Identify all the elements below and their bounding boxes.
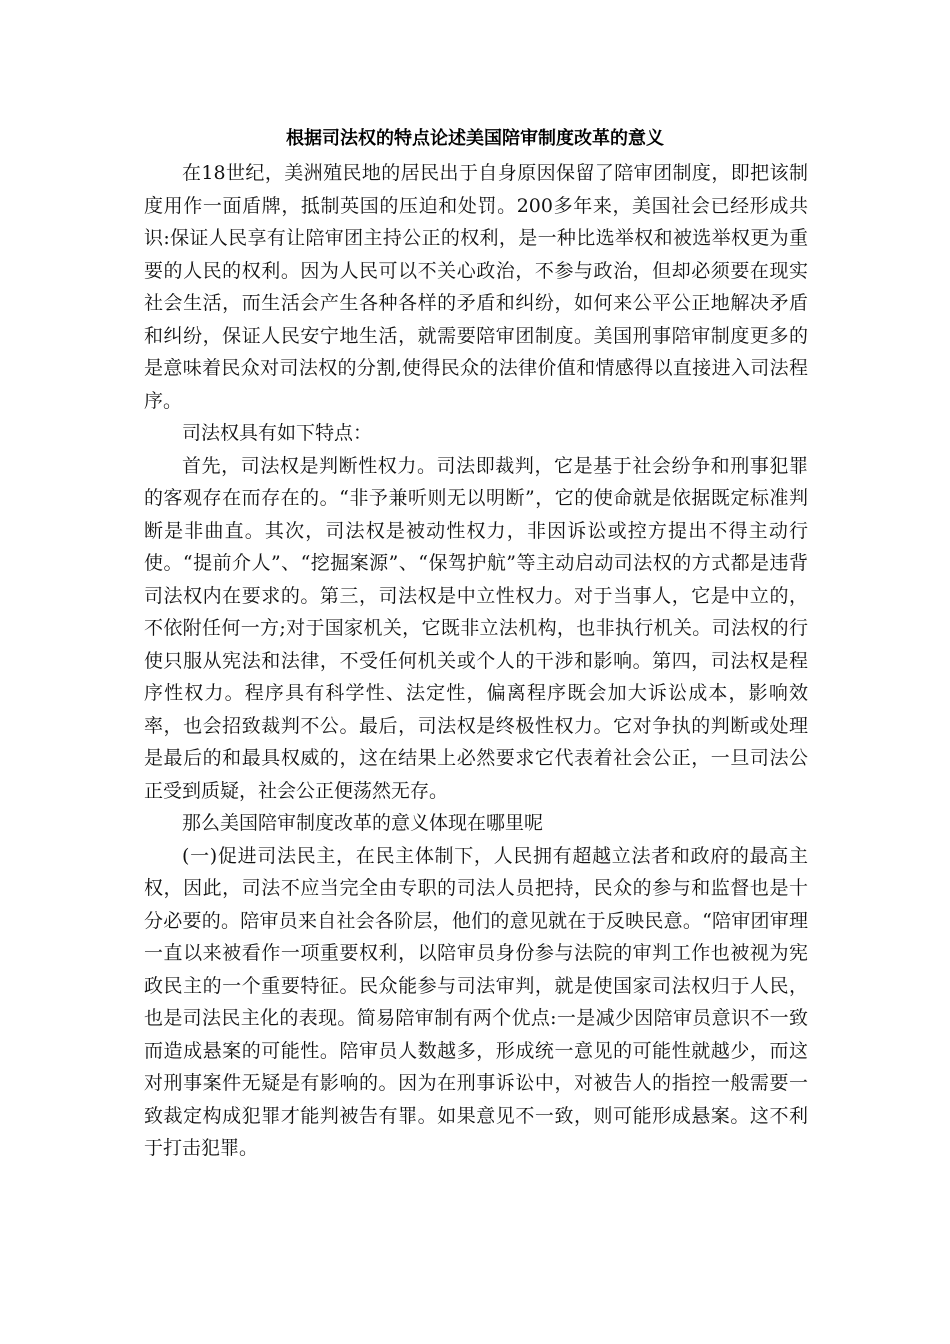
paragraph-democracy: (一)促进司法民主，在民主体制下，人民拥有超越立法者和政府的最高主权，因此，司法不应当完全由专职的司法人员把持，民众的参与和监督也是十分必要的。陪审员来自社会各阶层，他们的意见就在于反映民意。“陪审团审理一直以来被看作一项重要权利，以陪审员身份参与法院的审判工作也被视为宪政民主的一个重要特征。民众能参与司法审判，就是使国家司法权归于人民，也是司法民主化的表现。简易陪审制有两个优点:一是减少因陪审员意识不一致而造成悬案的可能性。陪审员人数越多，形成统一意见的可能性就越少，而这对刑事案件无疑是有影响的。因为在刑事诉讼中，对被告人的指控一般需要一致裁定构成犯罪才能判被告有罪。如果意见不一致，则可能形成悬案。这不利于打击犯罪。 [144,844,808,1159]
paragraph-history: 在18世纪，美洲殖民地的居民出于自身原因保留了陪审团制度，即把该制度用作一面盾牌，抵制英国的压迫和处罚。200多年来，美国社会已经形成共识:保证人民享有让陪审团主持公正的权利，是一种比选举权和被选举权更为重要的人民的权利。因为人民可以不关心政治，不参与政治，但却必须要在现实社会生活，而生活会产生各种各样的矛盾和纠纷，如何来公平公正地解决矛盾和纠纷，保证人民安宁地生活，就需要陪审团制度。美国刑事陪审制度更多的是意味着民众对司法权的分割,使得民众的法律价值和情感得以直接进入司法程序。 [144,162,808,412]
document-title: 根据司法权的特点论述美国陪审制度改革的意义 [286,128,664,149]
paragraph-question: 那么美国陪审制度改革的意义体现在哪里呢 [182,812,544,834]
paragraph-features-intro: 司法权具有如下特点： [182,422,373,444]
paragraph-features: 首先，司法权是判断性权力。司法即裁判，它是基于社会纷争和刑事犯罪的客观存在而存在的。“非予兼听则无以明断”，它的使命就是依据既定标准判断是非曲直。其次，司法权是被动性权力，非因诉讼或控方提出不得主动行使。“提前介人”、“挖掘案源”、“保驾护航”等主动启动司法权的方式都是违背司法权内在要求的。第三，司法权是中立性权力。对于当事人，它是中立的，不依附任何一方;对于国家机关，它既非立法机构，也非执行机关。司法权的行使只服从宪法和法律，不受任何机关或个人的干涉和影响。第四，司法权是程序性权力。程序具有科学性、法定性，偏离程序既会加大诉讼成本，影响效率，也会招致裁判不公。最后，司法权是终极性权力。它对争执的判断或处理是最后的和最具权威的，这在结果上必然要求它代表着社会公正，一旦司法公正受到质疑，社会公正便荡然无存。 [144,454,808,802]
document-body [144,157,808,1165]
